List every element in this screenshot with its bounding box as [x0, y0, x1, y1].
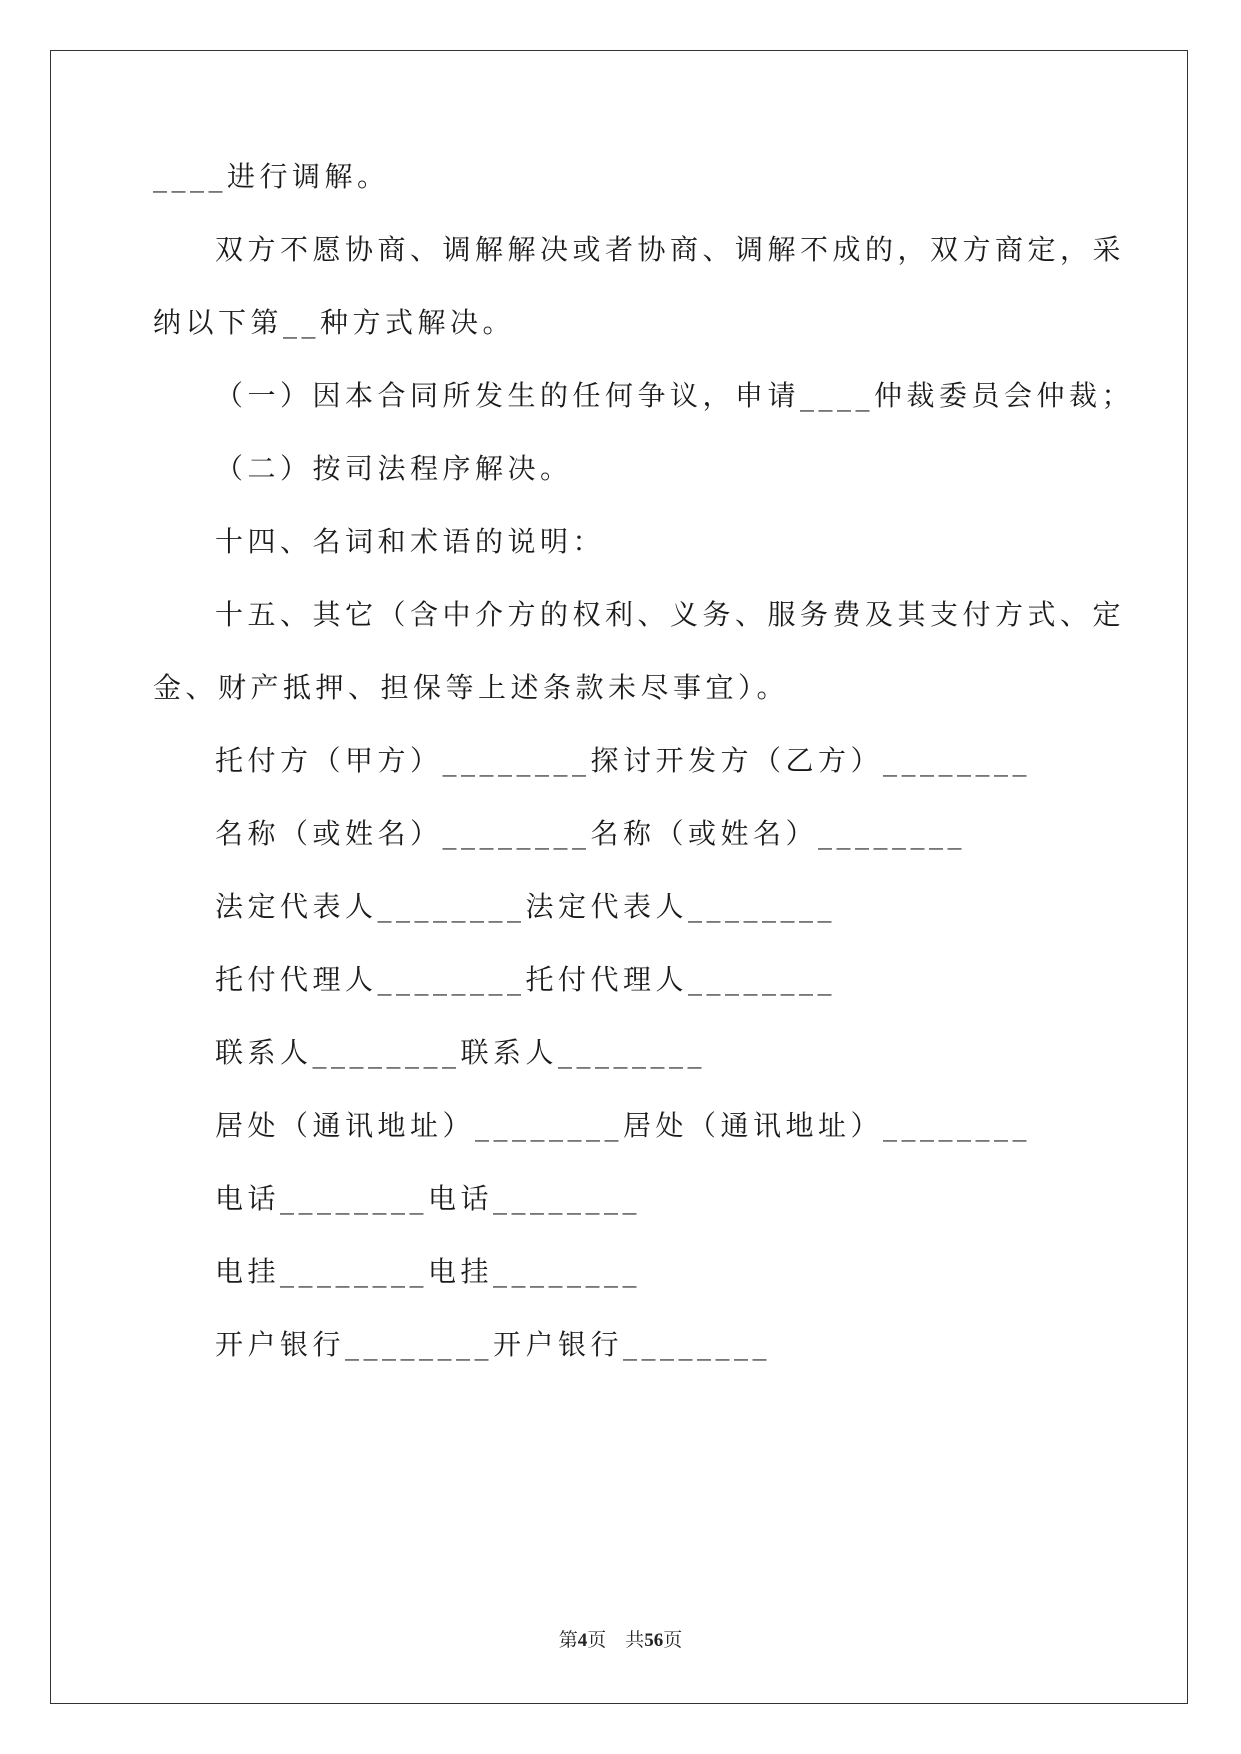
text-line: 双方不愿协商、调解解决或者协商、调解不成的，双方商定，采	[215, 233, 1126, 266]
text-line: 十四、名词和术语的说明：	[215, 525, 606, 558]
page-footer	[0, 1625, 1241, 1652]
footer-total-prefix: 共	[625, 1630, 645, 1651]
footer-prefix: 第	[558, 1630, 578, 1651]
text-line: （一）因本合同所发生的任何争议，申请____仲裁委员会仲裁；	[215, 379, 1135, 412]
text-line: 电话________电话________	[215, 1182, 642, 1215]
text-line: 联系人________联系人________	[215, 1036, 707, 1069]
text-line: 纳以下第__种方式解决。	[153, 306, 516, 339]
text-line: （二）按司法程序解决。	[215, 452, 573, 485]
page-border	[50, 50, 1188, 1704]
text-line: 法定代表人________法定代表人________	[215, 890, 837, 923]
text-line: 开户银行________开户银行________	[215, 1328, 772, 1361]
total-page-number: 56	[644, 1630, 664, 1651]
current-page-number: 4	[577, 1630, 588, 1651]
text-line: 托付代理人________托付代理人________	[215, 963, 837, 996]
footer-total-unit: 页	[663, 1630, 683, 1651]
text-line: 金、财产抵押、担保等上述条款未尽事宜）。	[153, 671, 790, 704]
text-line: 名称（或姓名）________名称（或姓名）________	[215, 817, 967, 850]
text-line: 居处（通讯地址）________居处（通讯地址）________	[215, 1109, 1032, 1142]
text-line: ____进行调解。	[153, 160, 390, 193]
footer-page-unit: 页	[587, 1630, 607, 1651]
text-line: 电挂________电挂________	[215, 1255, 642, 1288]
text-line: 托付方（甲方）________探讨开发方（乙方）________	[215, 744, 1032, 777]
text-line: 十五、其它（含中介方的权利、义务、服务费及其支付方式、定	[215, 598, 1126, 631]
